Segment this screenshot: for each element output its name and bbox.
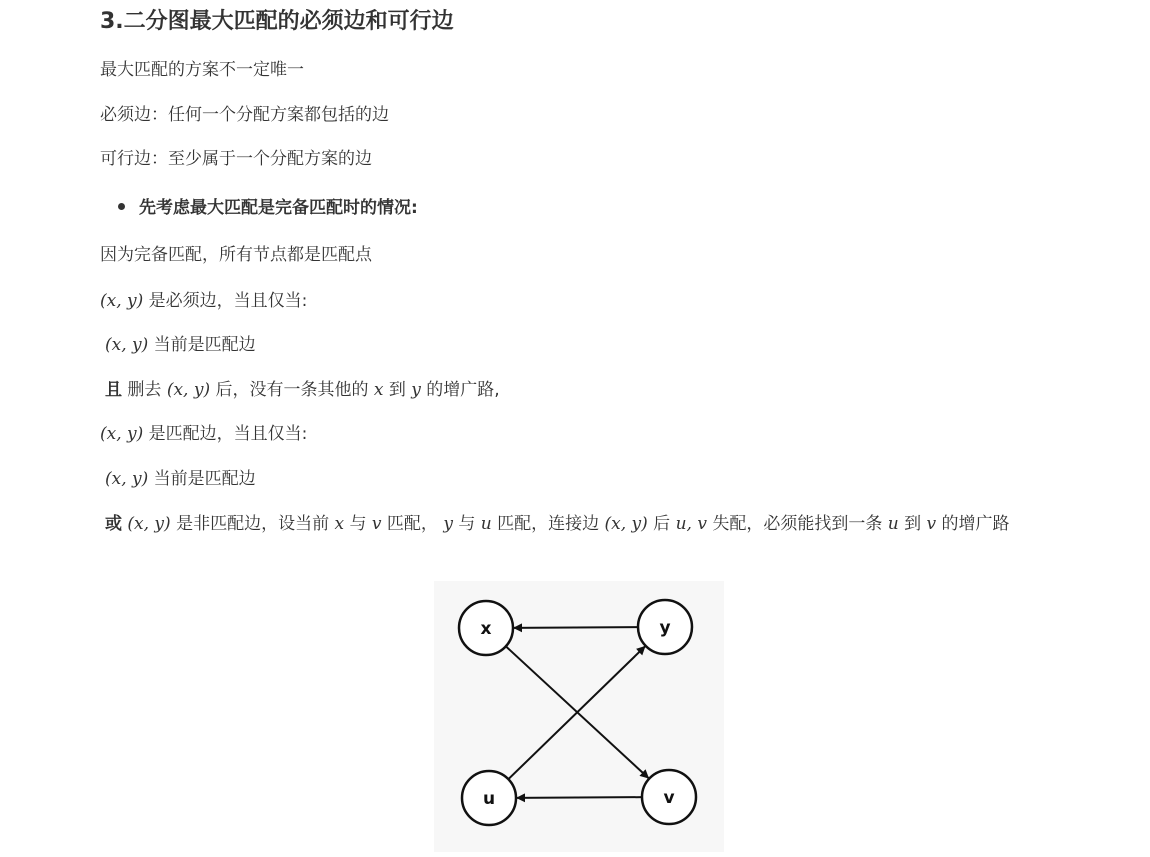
paragraph-condition-currently-matched [105,331,256,359]
paragraph-condition-or-augmenting-path [100,510,1050,539]
bipartite-graph-figure [434,581,724,852]
bold-or: 或 [105,514,122,534]
text: 失配，必须能找到一条 [706,514,888,534]
math-xy: (x, y) [105,335,149,355]
bullet-perfect-matching-case [118,194,418,222]
math-xy: (x, y) [100,291,144,311]
math-xy: (x, y) [604,514,648,534]
math-y: y [443,514,453,534]
node-v-label: v [663,788,675,808]
node-y-label: y [659,618,671,638]
math-xy: (x, y) [166,380,211,400]
math-xy: (x, y) [127,514,171,534]
text: 匹配，连接边 [491,514,605,534]
math-v: v [371,514,382,534]
text: 当前是匹配边 [148,469,256,489]
node-x-label: x [480,619,492,639]
graph-edges [506,627,649,798]
node-u-label: u [482,789,496,809]
bold-and: 且 [105,380,122,400]
paragraph-feasible-edge-condition [100,420,307,448]
text: 是必须边，当且仅当: [143,291,308,311]
section-heading: 3.二分图最大匹配的必须边和可行边 [100,9,454,34]
paragraph-required-edge-condition [100,287,307,315]
math-v: v [926,514,937,534]
graph-svg [434,581,724,852]
paragraph-all-nodes-matched: 因为完备匹配，所有节点都是匹配点 [100,245,372,265]
text: 当前是匹配边 [148,335,256,355]
text: 删去 [122,380,167,400]
math-x: x [373,380,384,400]
text: 与 [452,514,481,534]
text: 是非匹配边，设当前 [170,514,335,534]
text: 到 [383,380,412,400]
text: 与 [344,514,372,534]
math-u: u [480,514,492,534]
text: 到 [898,514,927,534]
text: 后 [647,514,676,534]
math-x: x [334,514,345,534]
text: 的增广路 [936,514,1010,534]
paragraph-feasible-edge-definition: 可行边：至少属于一个分配方案的边 [100,149,372,169]
math-y: y [411,380,421,400]
text: 的增广路, [420,380,500,400]
text: 匹配， [381,514,444,534]
edge-v-to-u [517,797,642,798]
bullet-text: 先考虑最大匹配是完备匹配时的情况: [139,198,418,218]
math-xy: (x, y) [105,469,149,489]
paragraph-max-matching-not-unique: 最大匹配的方案不一定唯一 [100,60,304,80]
paragraph-condition-no-augmenting-path [105,376,500,404]
math-u: u [887,514,899,534]
math-xy: (x, y) [100,424,144,444]
text: 后，没有一条其他的 [210,380,374,400]
paragraph-required-edge-definition: 必须边：任何一个分配方案都包括的边 [100,105,389,125]
edge-y-to-x [514,627,638,628]
paragraph-condition-currently-matched-2 [105,465,256,493]
text: 是匹配边，当且仅当: [143,424,308,444]
bullet-dot [118,203,125,210]
math-uv: u, v [675,514,707,534]
